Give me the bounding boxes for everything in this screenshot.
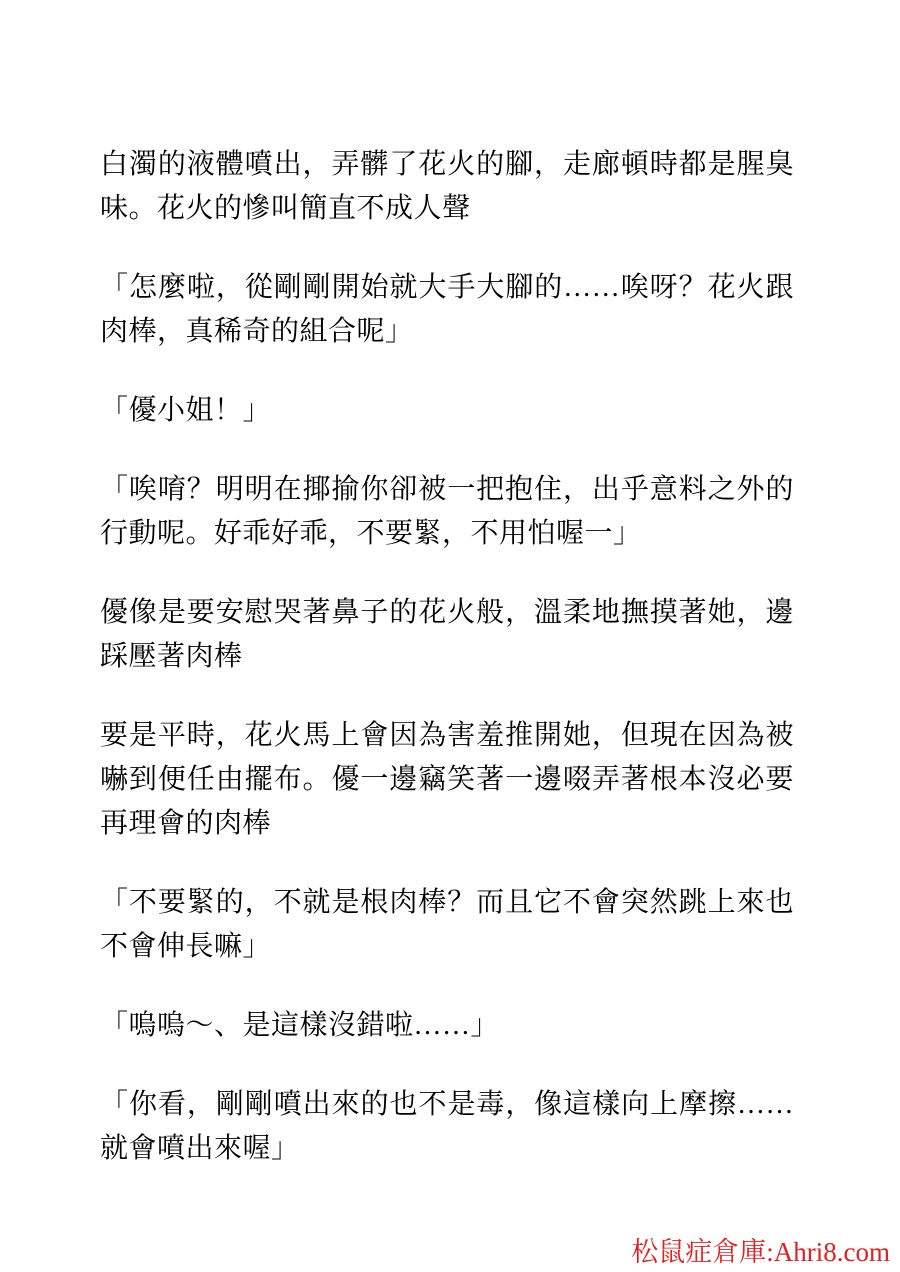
site-watermark: 松鼠症倉庫:Ahri8.com [631,1237,890,1267]
paragraph: 「不要緊的，不就是根肉棒？而且它不會突然跳上來也不會伸長嘛」 [100,887,794,962]
paragraph: 「怎麼啦，從剛剛開始就大手大腳的……唉呀？花火跟肉棒，真稀奇的組合呢」 [100,272,794,347]
paragraph: 「唉唷？明明在揶揄你卻被一把抱住，出乎意料之外的行動呢。好乖好乖，不要緊，不用怕喔一」 [100,474,794,549]
paragraph: 「你看，剛剛噴出來的也不是毒，像這樣向上摩擦……就會噴出來喔」 [100,1089,794,1164]
paragraph: 「優小姐！」 [100,395,272,426]
document-body [100,143,794,1206]
paragraph: 白濁的液體噴出，弄髒了花火的腳，走廊頓時都是腥臭味。花火的慘叫簡直不成人聲 [100,149,794,224]
paragraph: 「嗚嗚～、是這樣沒錯啦……」 [100,1010,500,1041]
paragraph: 優像是要安慰哭著鼻子的花火般，溫柔地撫摸著她，邊踩壓著肉棒 [100,597,794,672]
paragraph: 要是平時，花火馬上會因為害羞推開她，但現在因為被嚇到便任由擺布。優一邊竊笑著一邊啜弄著根本沒必要再理會的肉棒 [100,720,794,839]
